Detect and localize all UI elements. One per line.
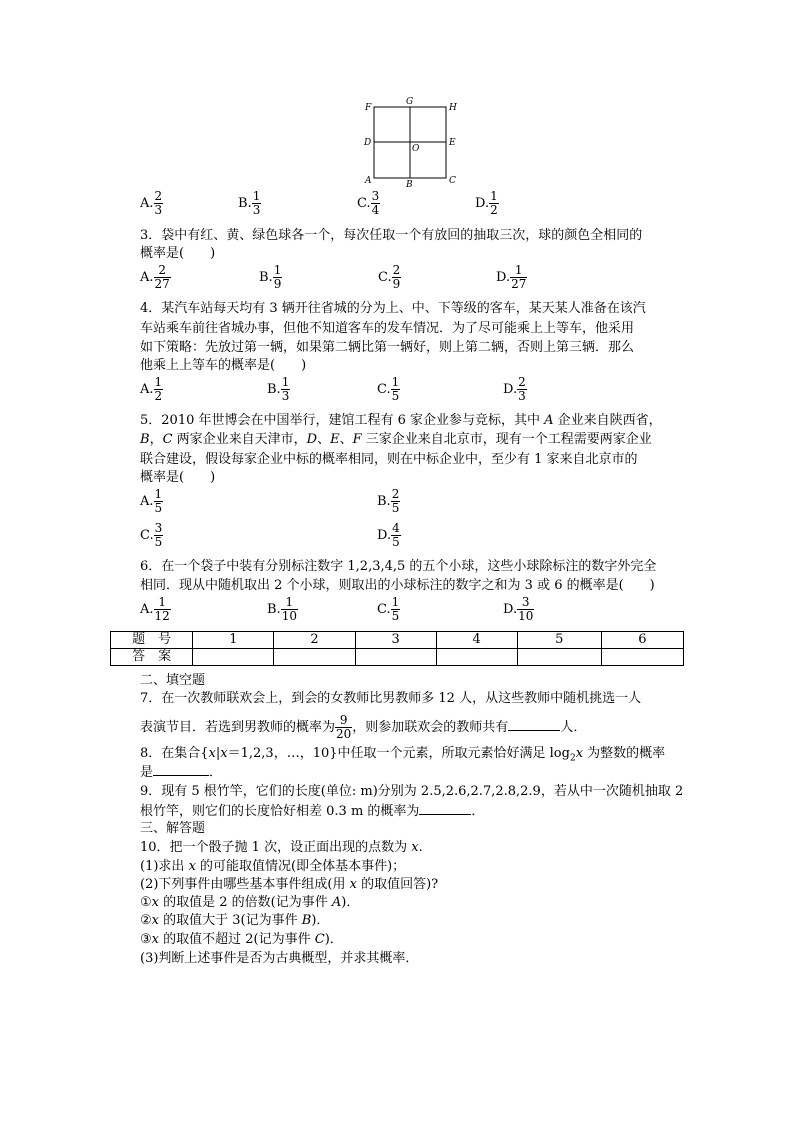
q9-answer-blank[interactable]: [419, 802, 471, 815]
label-F: F: [365, 103, 372, 113]
q6-line-1: 6．在一个袋子中装有分别标注数字 1,2,3,4,5 的五个小球，这些小球除标注的数字外完全: [140, 559, 657, 574]
q10-sub-2: ②x 的取值大于 3(记为事件 B)．: [140, 913, 330, 928]
header-cell-3: 3: [355, 632, 436, 649]
header-cell-1: 1: [193, 632, 274, 649]
q3-option-b: B. $\frac{1}{9}$: [259, 263, 282, 291]
label-H: H: [449, 103, 457, 113]
answer-row-header: 答 案: [111, 649, 193, 666]
q4-option-d: D. $\frac{2}{3}$: [503, 375, 526, 403]
q8-line-2: 是 ．: [140, 765, 223, 780]
section-2-title: 二、填空题: [140, 673, 206, 688]
header-cell-2: 2: [274, 632, 355, 649]
q9-line-1: 9．现有 5 根竹竿，它们的长度(单位: m)分别为 2.5,2.6,2.7,2.8,2.9，若从中一次随机抽取 2: [140, 784, 684, 799]
label-C: C: [449, 176, 456, 186]
q8-answer-blank[interactable]: [153, 763, 209, 776]
q5-option-d: D. $\frac{4}{5}$: [377, 521, 400, 549]
label-E: E: [449, 138, 456, 148]
q9-line-2: 根竹竿，则它们的长度恰好相差 0.3 m 的概率为 ．: [140, 804, 485, 819]
q5-line-3: 联合建设，假设每家企业中标的概率相同，则在中标企业中，至少有 1 家来自北京市的: [140, 452, 638, 467]
answer-cell-1[interactable]: [193, 649, 274, 666]
q2-option-d: D. $\frac{1}{2}$: [475, 189, 498, 217]
q5-line-4: 概率是( ): [140, 470, 216, 485]
q4-line-4: 他乘上上等车的概率是( ): [140, 358, 307, 373]
q2-option-c: C. $\frac{3}{4}$: [357, 189, 380, 217]
q3-option-a: A. $\frac{2}{27}$: [140, 263, 170, 291]
q10-sub-1: ①x 的取值是 2 的倍数(记为事件 A)．: [140, 895, 360, 910]
q5-option-a: A. $\frac{1}{5}$: [140, 487, 163, 515]
q10-part-2: (2)下列事件由哪些基本事件组成(用 x 的取值回答)?: [140, 877, 439, 892]
answer-cell-2[interactable]: [274, 649, 355, 666]
header-cell-4: 4: [436, 632, 517, 649]
label-B: B: [406, 180, 413, 190]
label-O: O: [412, 144, 420, 154]
label-A: A: [365, 176, 372, 186]
square-grid-figure: [362, 97, 462, 191]
q2-option-a: A. $\frac{2}{3}$: [140, 189, 163, 217]
answer-cell-3[interactable]: [355, 649, 436, 666]
header-cell-question-number: 题 号: [111, 632, 193, 649]
q5-option-b: B. $\frac{2}{5}$: [377, 487, 400, 515]
q10-line-1: 10．把一个骰子抛 1 次，设正面出现的点数为 x.: [140, 840, 423, 855]
q10-part-3: (3)判断上述事件是否为古典概型，并求其概率．: [140, 951, 419, 966]
q4-line-1: 4．某汽车站每天均有 3 辆开往省城的分为上、中、下等级的客车，某天某人准备在该汽: [140, 301, 646, 316]
label-D: D: [364, 138, 372, 148]
answer-cell-6[interactable]: [601, 649, 683, 666]
q6-option-a: A. $\frac{1}{12}$: [140, 595, 170, 623]
table-row: [111, 649, 684, 666]
q5-line-1: 5．2010 年世博会在中国举行，建馆工程有 6 家企业参与竞标，其中 A 企业来自陕西省，: [140, 413, 662, 428]
q2-option-b: B. $\frac{1}{3}$: [238, 189, 261, 217]
q8-line-1: 8．在集合{x|x＝1,2,3，…，10}中任取一个元素，所取元素恰好满足 $\log_2x$ 为整数的概率: [140, 746, 666, 764]
answer-table: [110, 631, 684, 666]
q6-line-2: 相同．现从中随机取出 2 个小球，则取出的小球标注的数字之和为 3 或 6 的概率是( ): [140, 578, 655, 593]
answer-cell-4[interactable]: [436, 649, 517, 666]
q5-option-c: C. $\frac{3}{5}$: [140, 521, 163, 549]
q10-part-1: (1)求出 x 的可能取值情况(即全体基本事件)；: [140, 859, 406, 874]
label-G: G: [406, 97, 414, 107]
q3-option-c: C. $\frac{2}{9}$: [378, 263, 401, 291]
q3-line-2: 概率是( ): [140, 246, 216, 261]
q4-option-b: B. $\frac{1}{3}$: [267, 375, 290, 403]
q3-option-d: D. $\frac{1}{27}$: [496, 263, 527, 291]
q6-option-d: D. $\frac{3}{10}$: [503, 595, 534, 623]
q7-answer-blank[interactable]: [508, 718, 560, 731]
q4-option-c: C. $\frac{1}{5}$: [377, 375, 400, 403]
q5-line-2: B，C 两家企业来自天津市，D、E、F 三家企业来自北京市，现有一个工程需要两家企业: [140, 432, 652, 447]
section-3-title: 三、解答题: [140, 821, 206, 836]
answer-cell-5[interactable]: [517, 649, 601, 666]
q10-sub-3: ③x 的取值不超过 2(记为事件 C)．: [140, 932, 343, 947]
q7-line-1: 7．在一次教师联欢会上，到会的女教师比男教师多 12 人，从这些教师中随机挑选一人: [140, 691, 642, 706]
q4-option-a: A. $\frac{1}{2}$: [140, 375, 163, 403]
q6-option-c: C. $\frac{1}{5}$: [377, 595, 400, 623]
q4-line-2: 车站乘车前往省城办事，但他不知道客车的发车情况．为了尽可能乘上上等车，他采用: [140, 321, 635, 336]
q4-line-3: 如下策略：先放过第一辆，如果第二辆比第一辆好，则上第二辆，否则上第三辆．那么: [140, 340, 635, 355]
q3-line-1: 3．袋中有红、黄、绿色球各一个，每次任取一个有放回的抽取三次，球的颜色全相同的: [140, 228, 643, 243]
q7-line-2: 表演节目．若选到男教师的概率为 $\frac{9}{20}$ ，则参加联欢会的教师共有 人．: [140, 713, 587, 741]
q6-option-b: B. $\frac{1}{10}$: [267, 595, 297, 623]
header-cell-5: 5: [517, 632, 601, 649]
table-row: [111, 632, 684, 649]
header-cell-6: 6: [601, 632, 683, 649]
q7-fraction: $\frac{9}{20}$: [336, 713, 352, 741]
